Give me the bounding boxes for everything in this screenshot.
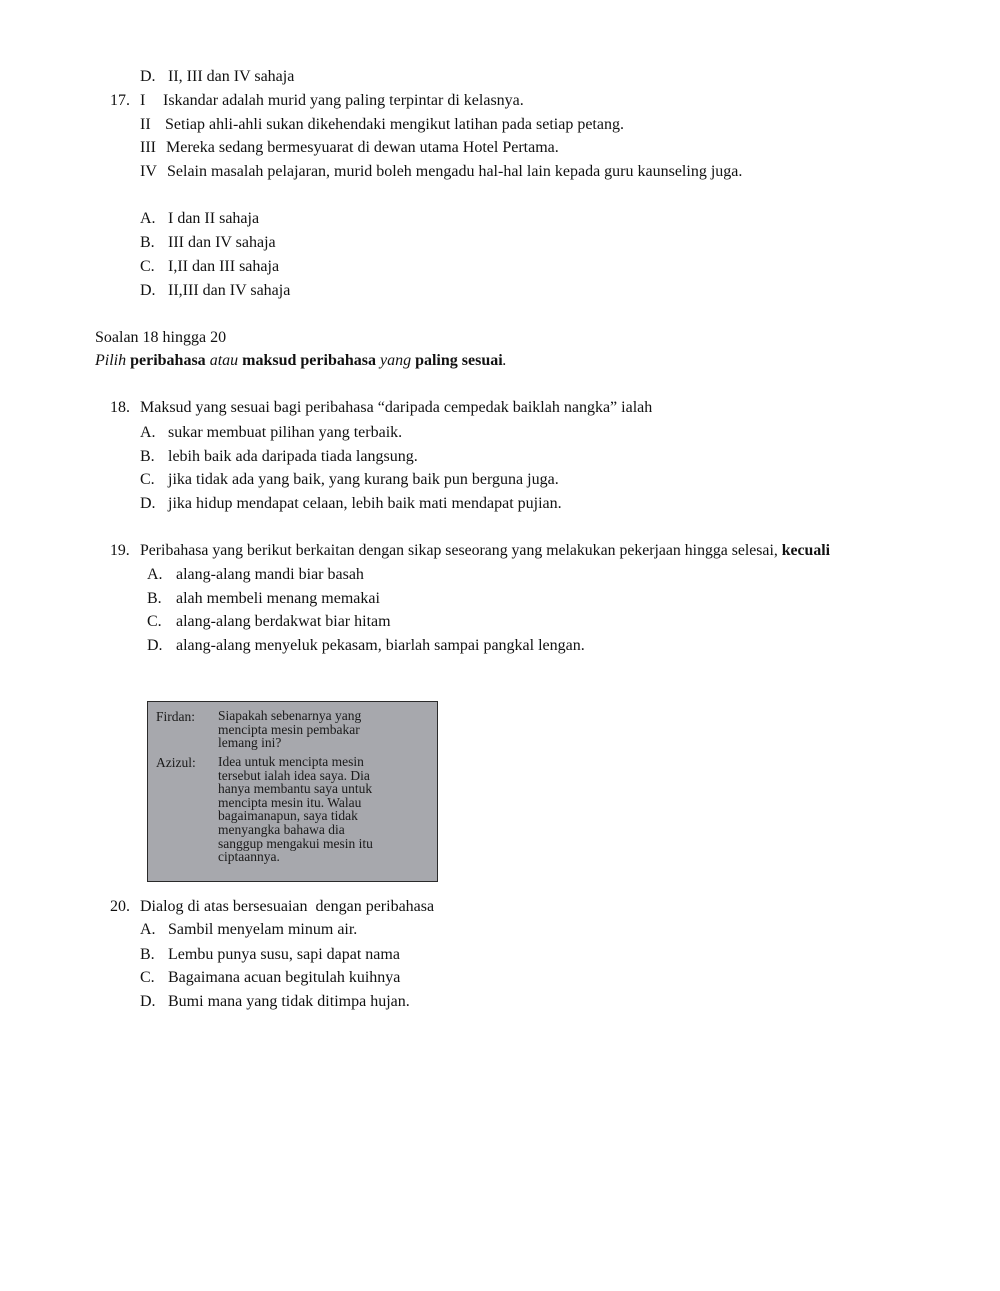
option-text: Lembu punya susu, sapi dapat nama bbox=[168, 946, 400, 963]
option-label: B. bbox=[147, 590, 162, 607]
option-label: B. bbox=[140, 234, 155, 251]
dialog-line: mencipta mesin itu. Walau bbox=[218, 794, 362, 810]
q16-option-d bbox=[140, 67, 294, 87]
option-label: A. bbox=[147, 566, 163, 583]
dialog-line: Idea untuk mencipta mesin bbox=[218, 754, 364, 769]
dialog-line: mencipta mesin pembakar bbox=[218, 721, 360, 737]
q19-option-b[interactable] bbox=[147, 589, 380, 609]
instr-paling-sesuai: paling sesuai bbox=[415, 352, 503, 369]
q20-option-c[interactable] bbox=[140, 968, 400, 988]
question-text: Dialog di atas bersesuaian dengan peribahasa bbox=[140, 898, 435, 915]
roman-label: III bbox=[140, 139, 156, 156]
option-text: Bagaimana acuan begitulah kuihnya bbox=[168, 969, 401, 986]
option-label: D. bbox=[140, 495, 156, 512]
dialog-text-azizul bbox=[218, 755, 431, 864]
q17-option-c[interactable] bbox=[140, 257, 279, 277]
option-text: II, III dan IV sahaja bbox=[168, 68, 295, 85]
q17-statement-ii bbox=[140, 115, 624, 135]
dialog-line: hanya membantu saya untuk bbox=[218, 781, 373, 797]
q19-option-a[interactable] bbox=[147, 565, 364, 585]
option-text: I dan II sahaja bbox=[168, 210, 260, 227]
q19-option-c[interactable] bbox=[147, 612, 391, 632]
dialog-line: sanggup mengakui mesin itu bbox=[218, 835, 373, 851]
option-text: alang-alang berdakwat biar hitam bbox=[176, 613, 391, 630]
dialog-line: bagaimanapun, saya tidak bbox=[218, 808, 358, 824]
question-text: Peribahasa yang berikut berkaitan dengan sikap seseorang yang melakukan pekerjaan hingga selesai, bbox=[140, 542, 778, 559]
q17-option-b[interactable] bbox=[140, 233, 276, 253]
q17-statement-i bbox=[110, 91, 524, 111]
q19-stem bbox=[110, 541, 830, 561]
option-label: B. bbox=[140, 946, 155, 963]
q18-option-c[interactable] bbox=[140, 470, 559, 490]
statement-text: Mereka sedang bermesyuarat di dewan utama Hotel Pertama. bbox=[166, 139, 559, 156]
q20-stem bbox=[110, 897, 434, 917]
option-label: B. bbox=[140, 448, 155, 465]
option-text: jika tidak ada yang baik, yang kurang baik pun berguna juga. bbox=[168, 471, 559, 488]
q20-option-a[interactable] bbox=[140, 920, 357, 940]
option-text: II,III dan IV sahaja bbox=[168, 282, 291, 299]
q17-statement-iii bbox=[140, 138, 559, 158]
option-label: A. bbox=[140, 210, 156, 227]
question-text: Maksud yang sesuai bagi peribahasa “daripada cempedak baiklah nangka” ialah bbox=[140, 399, 653, 416]
instr-peribahasa: peribahasa bbox=[130, 352, 206, 369]
option-text: alang-alang menyeluk pekasam, biarlah sampai pangkal lengan. bbox=[176, 637, 585, 654]
q18-stem bbox=[110, 398, 652, 418]
dialog-box bbox=[147, 701, 438, 882]
option-text: alang-alang mandi biar basah bbox=[176, 566, 364, 583]
option-text: Sambil menyelam minum air. bbox=[168, 921, 358, 938]
dialog-line: tersebut ialah idea saya. Dia bbox=[218, 767, 370, 783]
option-text: III dan IV sahaja bbox=[168, 234, 276, 251]
q18-option-b[interactable] bbox=[140, 447, 418, 467]
statement-text: Setiap ahli-ahli sukan dikehendaki mengikut latihan pada setiap petang. bbox=[165, 116, 624, 133]
q18-option-d[interactable] bbox=[140, 494, 562, 514]
instr-period: . bbox=[502, 352, 507, 369]
option-text: Bumi mana yang tidak ditimpa hujan. bbox=[168, 993, 410, 1010]
q20-option-d[interactable] bbox=[140, 992, 410, 1012]
q17-option-a[interactable] bbox=[140, 209, 259, 229]
option-label: C. bbox=[140, 258, 155, 275]
statement-text: Selain masalah pelajaran, murid boleh mengadu hal-hal lain kepada guru kaunseling juga. bbox=[167, 163, 743, 180]
q18-option-a[interactable] bbox=[140, 423, 402, 443]
roman-label: I bbox=[140, 92, 146, 109]
q19-option-d[interactable] bbox=[147, 636, 585, 656]
option-label: A. bbox=[140, 921, 156, 938]
dialog-line: ciptaannya. bbox=[218, 849, 280, 865]
dialog-line: lemang ini? bbox=[218, 735, 282, 751]
option-text: I,II dan III sahaja bbox=[168, 258, 280, 275]
section-heading: Soalan 18 hingga 20 bbox=[95, 329, 227, 346]
option-text: alah membeli menang memakai bbox=[176, 590, 380, 607]
q20-option-b[interactable] bbox=[140, 945, 400, 965]
dialog-line: Siapakah sebenarnya yang bbox=[218, 708, 362, 723]
q17-option-d[interactable] bbox=[140, 281, 290, 301]
option-text: lebih baik ada daripada tiada langsung. bbox=[168, 448, 418, 465]
option-text: sukar membuat pilihan yang terbaik. bbox=[168, 424, 403, 441]
instr-atau: atau bbox=[209, 352, 239, 369]
option-label: A. bbox=[140, 424, 156, 441]
dialog-line: menyangka bahawa dia bbox=[218, 821, 345, 837]
dialog-text-firdan bbox=[218, 709, 431, 750]
instr-pilih: Pilih bbox=[95, 352, 127, 369]
question-number: 20. bbox=[110, 898, 130, 915]
option-text: jika hidup mendapat celaan, lebih baik mati mendapat pujian. bbox=[168, 495, 562, 512]
question-keyword-kecuali: kecuali bbox=[781, 542, 831, 559]
option-label: C. bbox=[140, 471, 155, 488]
instr-yang: yang bbox=[379, 352, 412, 369]
statement-text: Iskandar adalah murid yang paling terpintar di kelasnya. bbox=[163, 92, 524, 109]
dialog-speaker-firdan: Firdan: bbox=[156, 709, 195, 724]
option-label: D. bbox=[140, 282, 156, 299]
roman-label: IV bbox=[140, 163, 157, 180]
question-number: 18. bbox=[110, 399, 130, 416]
option-label: D. bbox=[140, 68, 156, 85]
q17-statement-iv bbox=[140, 162, 742, 182]
option-label: D. bbox=[140, 993, 156, 1010]
option-label: C. bbox=[147, 613, 162, 630]
option-label: C. bbox=[140, 969, 155, 986]
roman-label: II bbox=[140, 116, 151, 133]
instr-maksud-peribahasa: maksud peribahasa bbox=[242, 352, 376, 369]
option-label: D. bbox=[147, 637, 163, 654]
question-number: 19. bbox=[110, 542, 130, 559]
section-instruction bbox=[95, 351, 507, 371]
question-number: 17. bbox=[110, 92, 130, 109]
dialog-speaker-azizul: Azizul: bbox=[156, 755, 196, 770]
